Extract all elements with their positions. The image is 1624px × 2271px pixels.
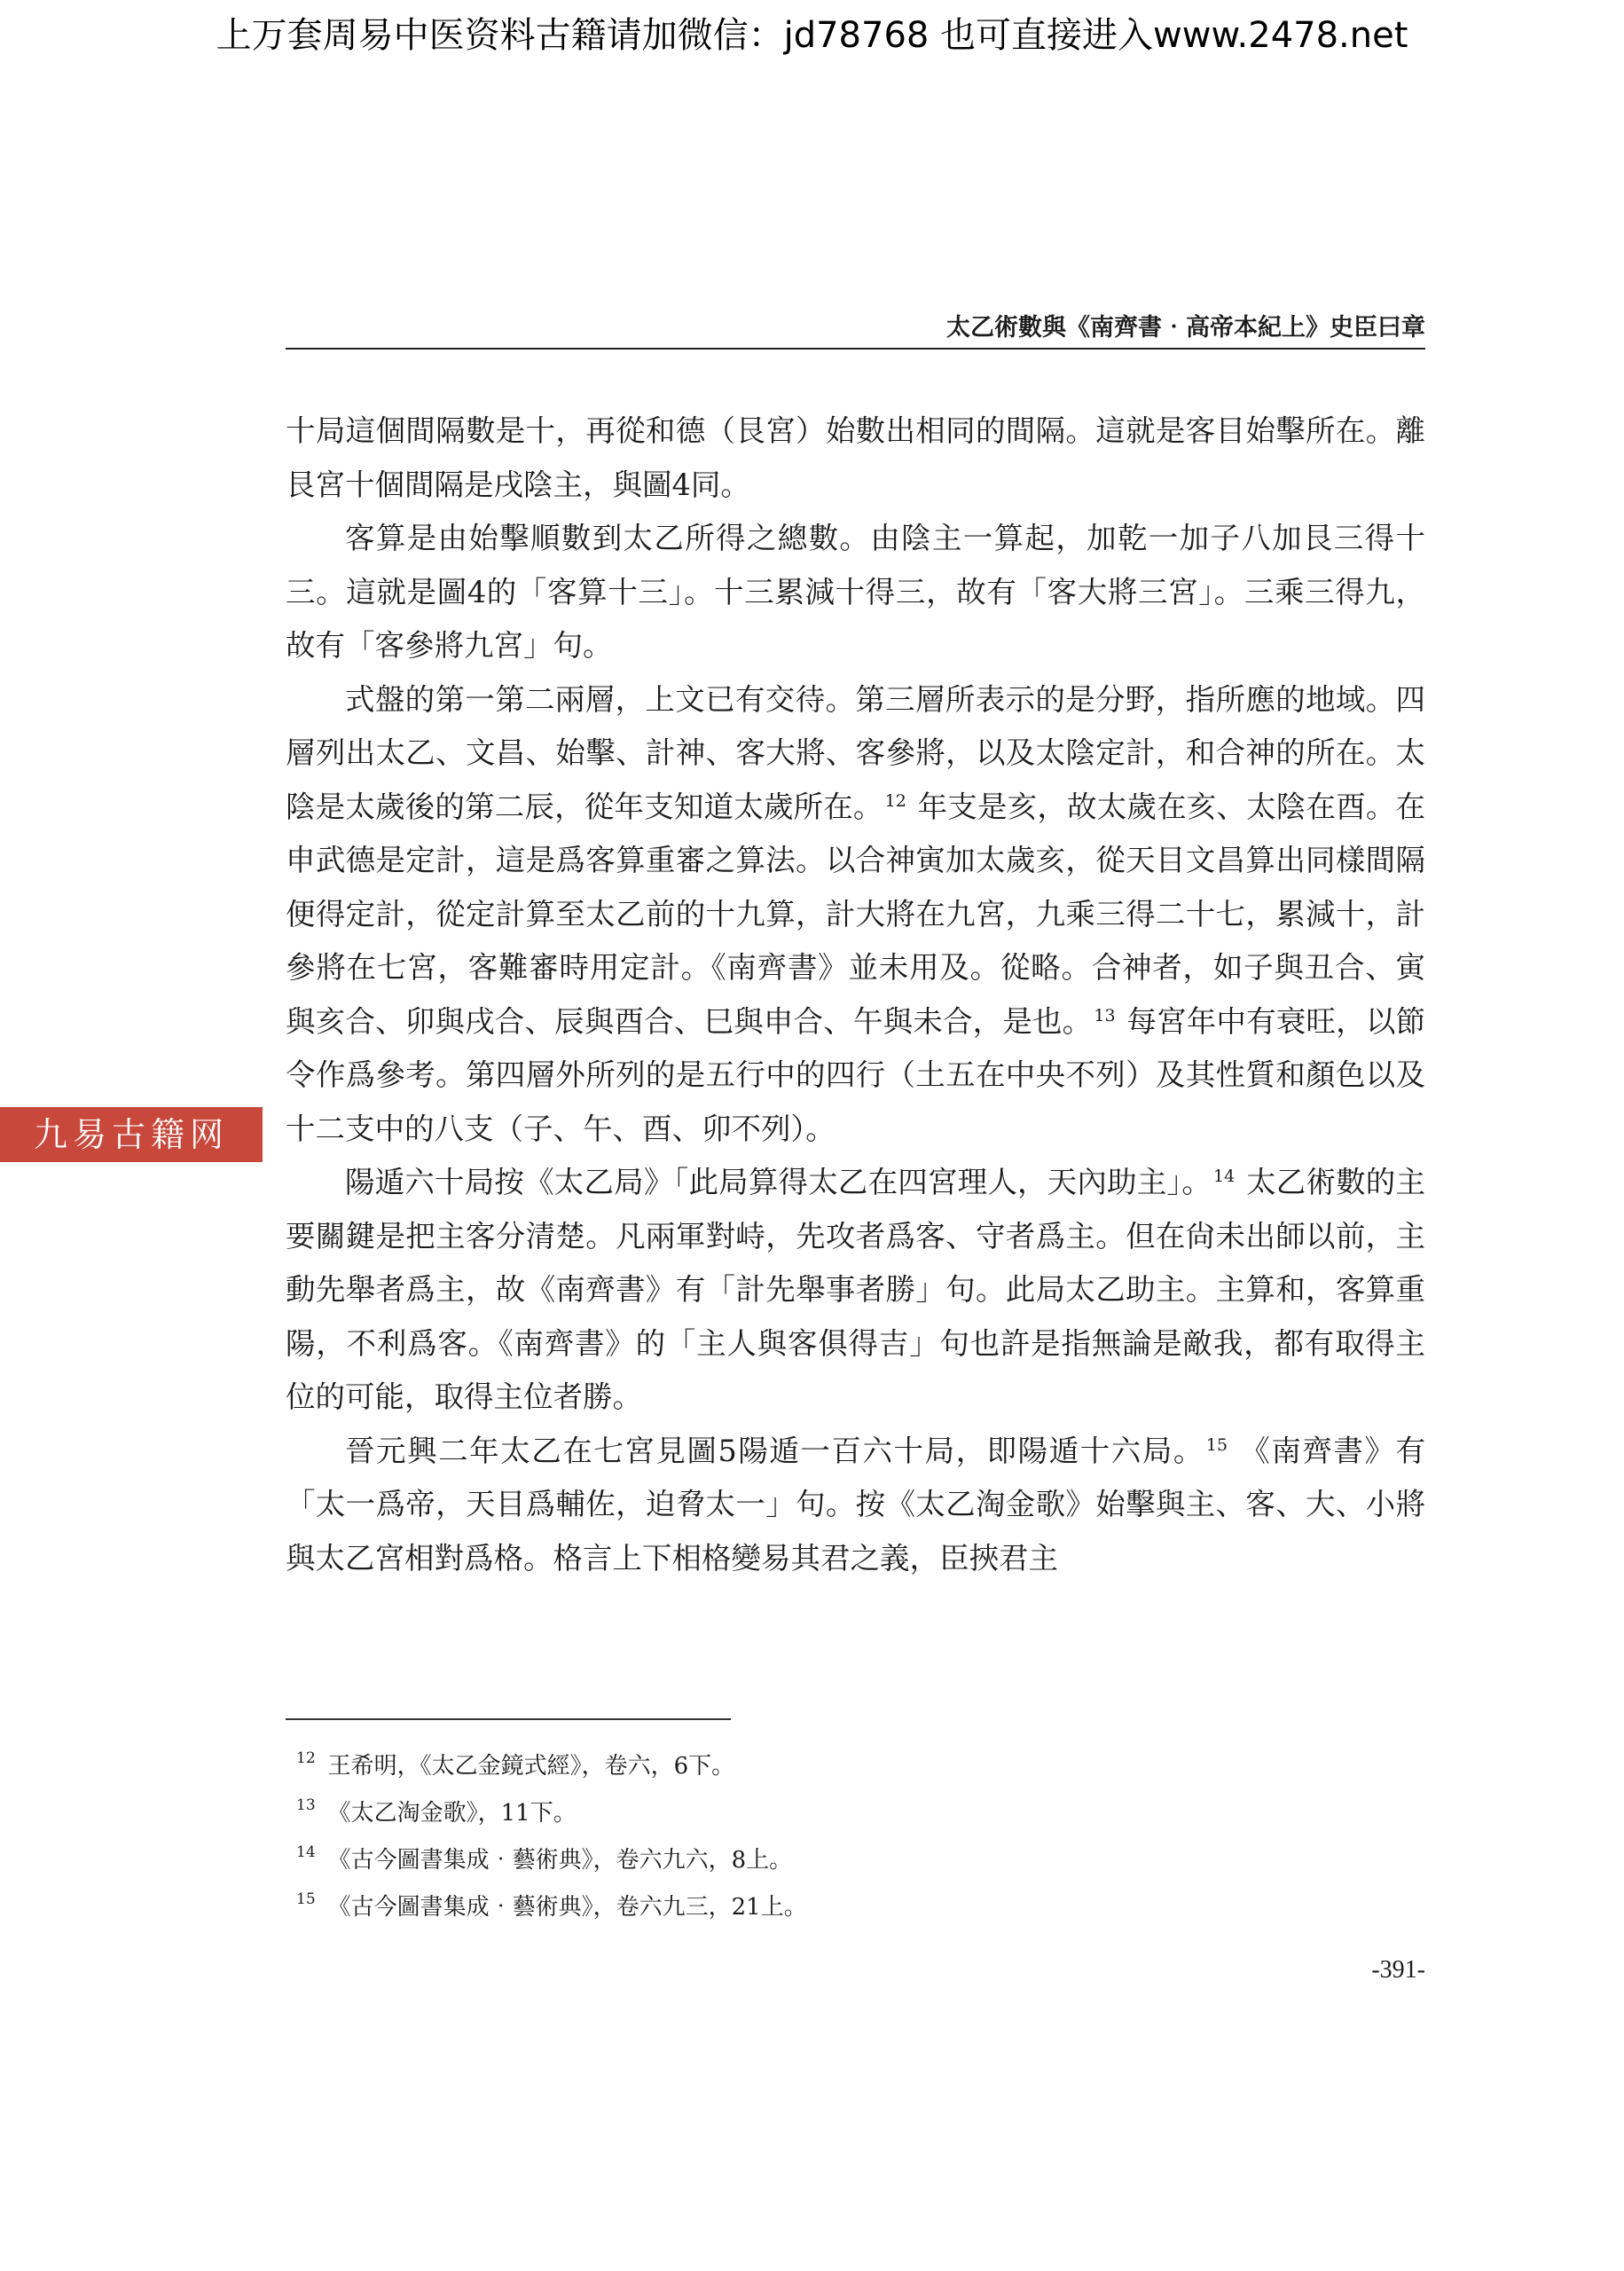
footnote	[286, 1880, 1425, 1927]
footnote-text: 王希明，《太乙金鏡式經》，卷六，6下。	[327, 1753, 735, 1780]
footnote-rule	[286, 1718, 731, 1720]
site-banner: 上万套周易中医资料古籍请加微信：jd78768 也可直接进入www.2478.net	[216, 15, 1408, 56]
footnote	[286, 1786, 1425, 1833]
paragraph-text: 客算是由始擊順數到太乙所得之總數。由陰主一算起，加乾一加子八加艮三得十三。這就是圖4的「客算十三」。十三累減十得三，故有「客大將三宮」。三乘三得九，故有「客參將九宮」句。	[286, 521, 1425, 663]
paragraph	[286, 405, 1425, 512]
header-rule	[286, 348, 1425, 350]
footnote-text: 《古今圖書集成‧藝術典》，卷六九六，8上。	[327, 1847, 793, 1874]
footnote-number: 14	[296, 1843, 316, 1861]
footnotes	[286, 1739, 1425, 1927]
paragraph	[286, 512, 1425, 673]
paragraph-text: 十局這個間隔數是十，再從和德（艮宮）始數出相同的間隔。這就是客目始擊所在。離艮宮十個間隔是戌陰主，與圖4同。	[286, 413, 1425, 502]
footnote-ref[interactable]: 13	[1094, 1005, 1116, 1025]
footnote-text: 《太乙淘金歌》，11下。	[327, 1800, 577, 1827]
paragraph	[286, 1156, 1425, 1425]
running-title: 太乙術數與《南齊書‧高帝本紀上》史臣曰章	[946, 314, 1425, 342]
footnote-number: 12	[296, 1749, 316, 1767]
footnote-ref[interactable]: 12	[884, 790, 906, 811]
footnote-ref[interactable]: 15	[1205, 1434, 1228, 1455]
paragraph-text: 年支是亥，故太歲在亥、太陰在酉。在申武德是定計，這是爲客算重審之算法。以合神寅加太歲亥，從天目文昌算出同樣間隔便得定計，從定計算至太乙前的十九算，計大將在九宮，九乘三得二十七，累減十，計參將在七宮，客難審時用定計。《南齊書》並未用及。從略。合神者，如子與丑合、寅與亥合、卯與戌合、辰與酉合、巳與申合、午與未合，是也。	[286, 789, 1426, 1039]
paragraph	[286, 1425, 1425, 1586]
paragraph-text: 式盤的第一第二兩層，上文已有交待。第三層所表示的是分野，指所應的地域。四層列出太乙、文昌、始擊、計神、客大將、客參將，以及太陰定計，和合神的所在。太陰是太歲後的第二辰，從年支知道太歲所在。	[286, 681, 1425, 824]
paragraph-text: 陽遁六十局按《太乙局》「此局算得太乙在四宮理人，天內助主」。	[345, 1165, 1212, 1199]
body-text	[286, 405, 1425, 1585]
page-number: -391-	[1371, 1956, 1425, 1984]
paragraph-text: 晉元興二年太乙在七宮見圖5陽遁一百六十局，即陽遁十六局。	[345, 1433, 1204, 1468]
footnote-number: 13	[296, 1796, 316, 1814]
watermark-badge: 九易古籍网	[0, 1107, 263, 1162]
footnote-number: 15	[296, 1890, 316, 1908]
footnote-text: 《古今圖書集成‧藝術典》，卷六九三，21上。	[327, 1894, 807, 1921]
footnote	[286, 1739, 1425, 1786]
footnote	[286, 1833, 1425, 1880]
paragraph-text: 《南齊書》有「太一爲帝，天目爲輔佐，迫脅太一」句。按《太乙淘金歌》始擊與主、客、大、小將與太乙宮相對爲格。格言上下相格變易其君之義，臣挾君主	[286, 1433, 1425, 1576]
paragraph-text: 太乙術數的主要關鍵是把主客分清楚。凡兩軍對峙，先攻者爲客、守者爲主。但在尙未出師以前，主動先舉者爲主，故《南齊書》有「計先舉事者勝」句。此局太乙助主。主算和，客算重陽，不利爲客。《南齊書》的「主人與客俱得吉」句也許是指無論是敵我，都有取得主位的可能，取得主位者勝。	[286, 1165, 1425, 1414]
footnote-ref[interactable]: 14	[1213, 1167, 1236, 1186]
paragraph-text: 每宮年中有衰旺，以節令作爲參考。第四層外所列的是五行中的四行（土五在中央不列）及其性質和顏色以及十二支中的八支（子、午、酉、卯不列）。	[286, 1003, 1425, 1146]
paragraph	[286, 673, 1425, 1157]
